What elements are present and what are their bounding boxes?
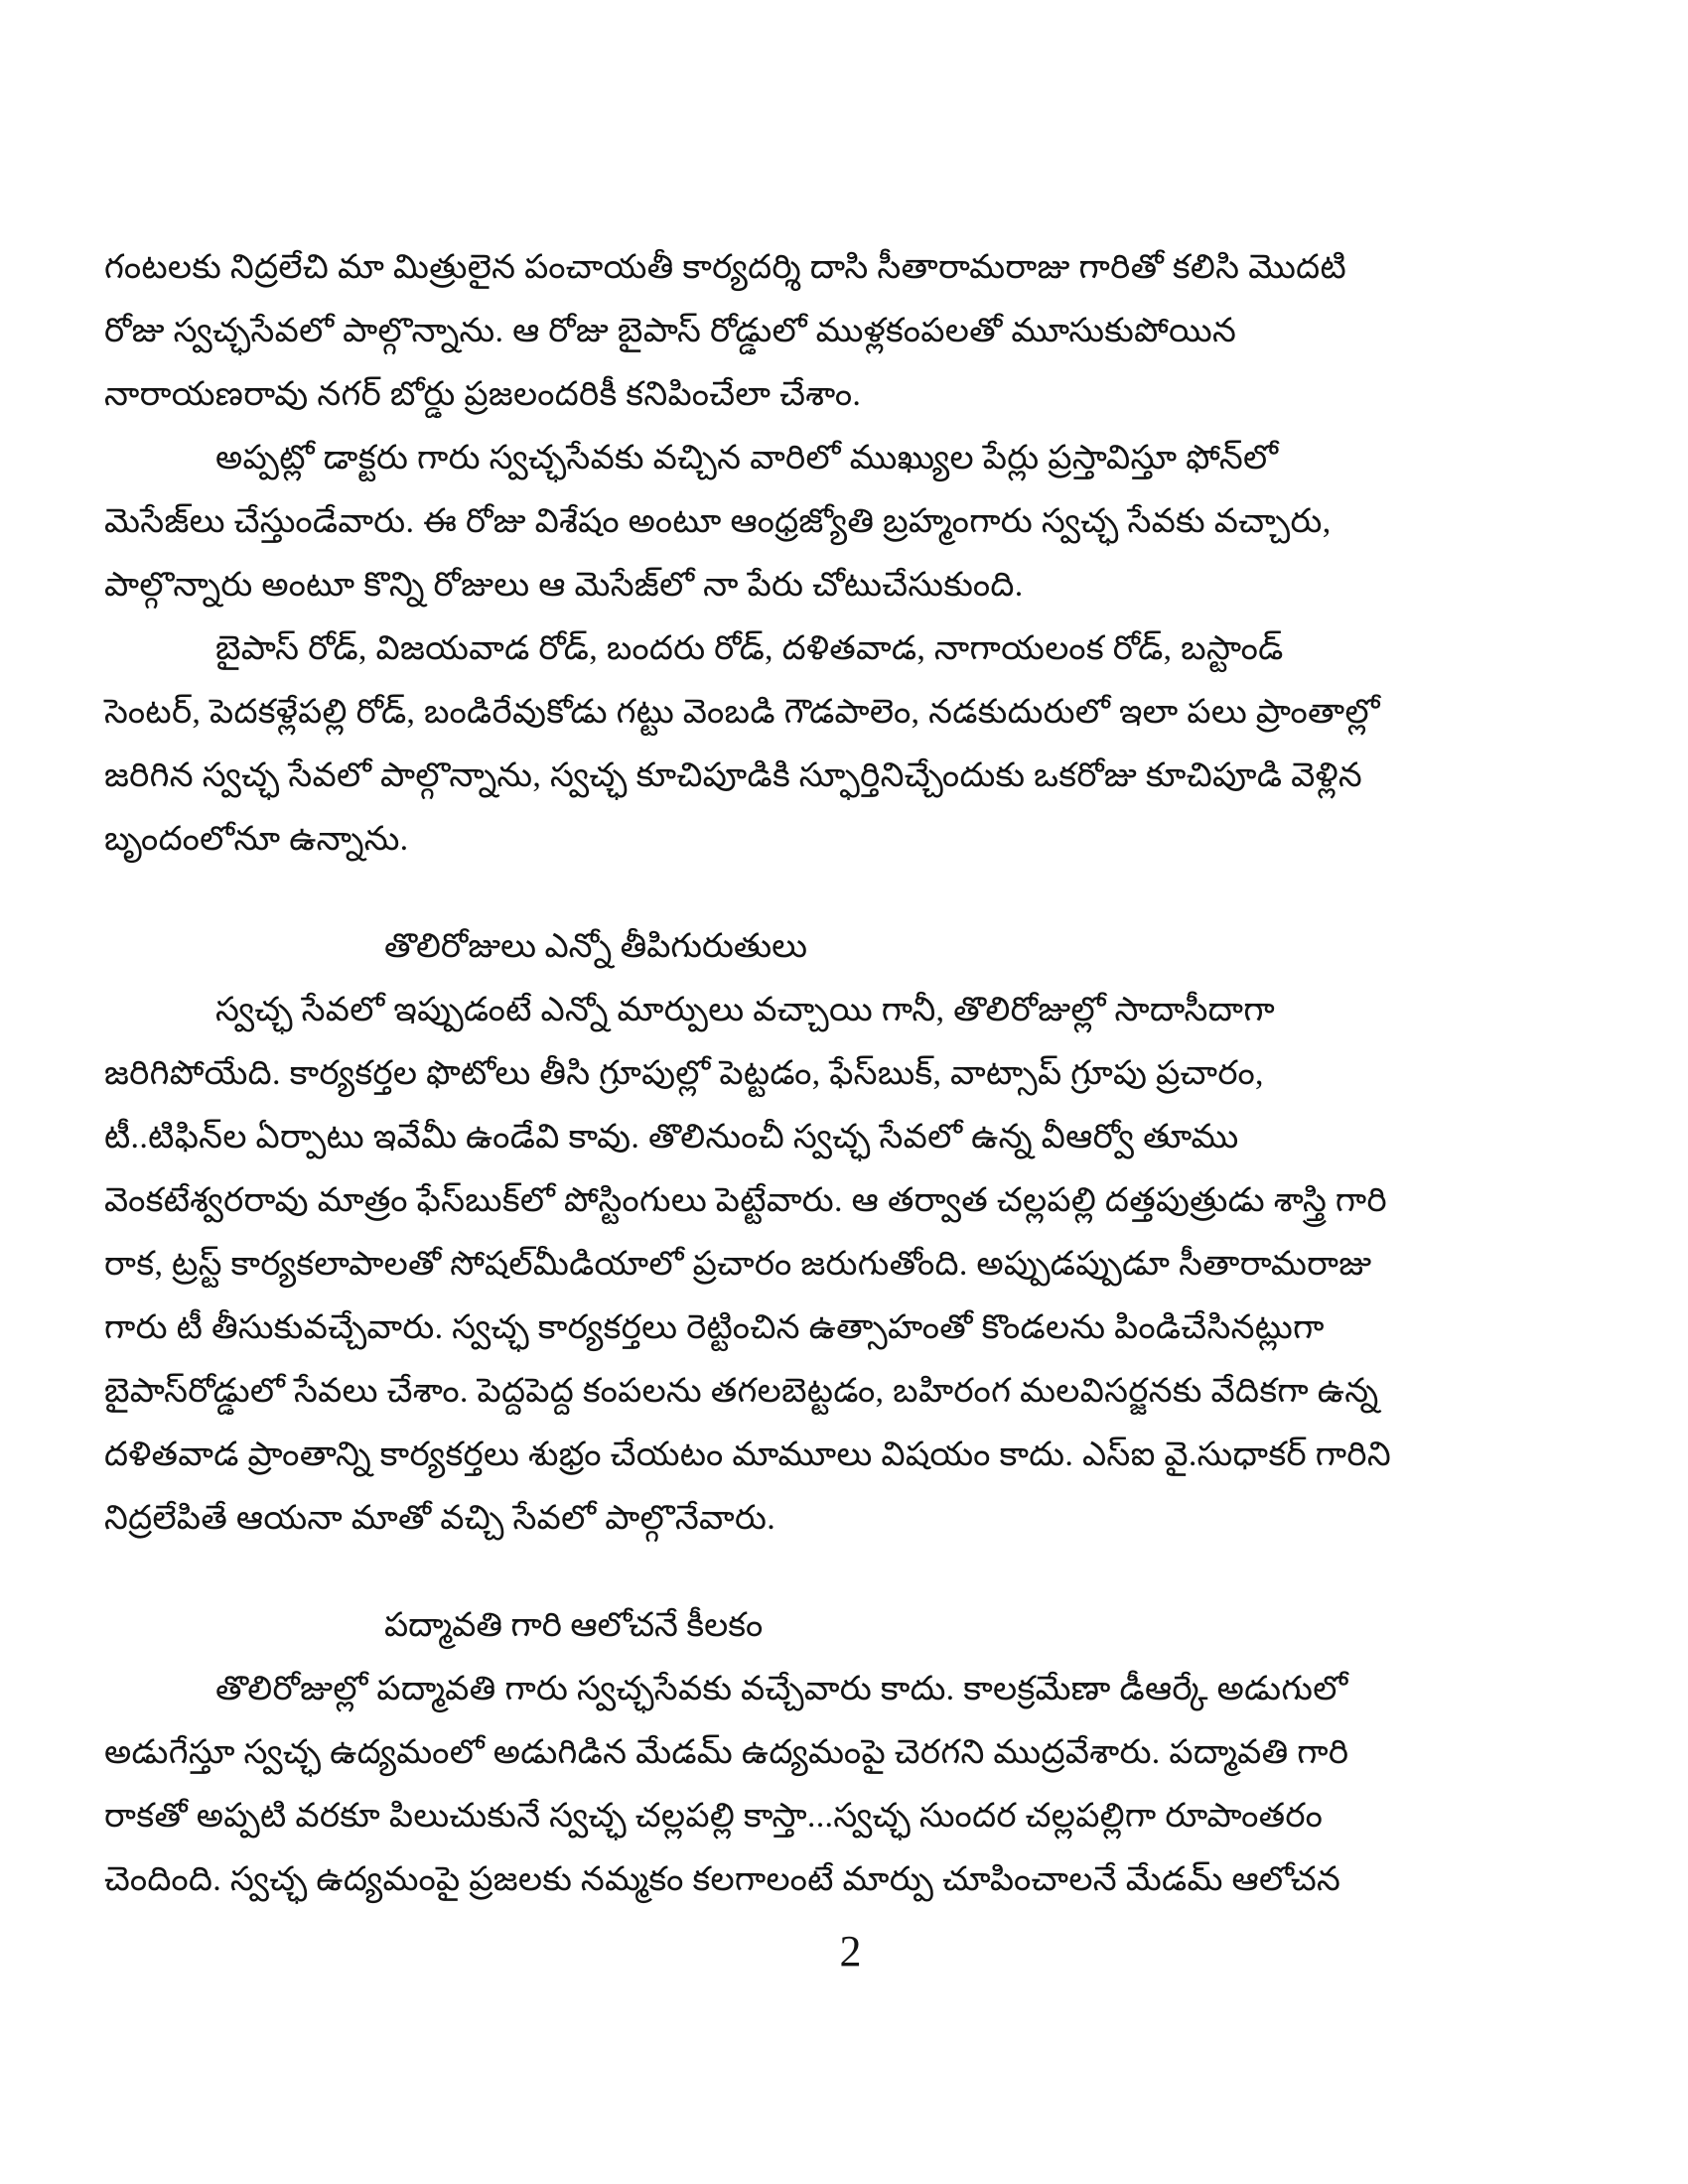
text-line: దళితవాడ ప్రాంతాన్ని కార్యకర్తలు శుభ్రం చేయటం మామూలు విషయం కాదు. ఎస్ఐ వై.సుధాకర్ గారిని <box>104 1436 1392 1473</box>
text-line: టీ..టిఫిన్‌ల ఏర్పాటు ఇవేమీ ఉండేవి కావు. తొలినుంచీ స్వచ్ఛ సేవలో ఉన్న వీఆర్వో తూము <box>104 1119 1239 1156</box>
text-line: గారు టీ తీసుకువచ్చేవారు. స్వచ్ఛ కార్యకర్తలు రెట్టించిన ఉత్సాహంతో కొండలను పిండిచేసినట్లుగా <box>104 1309 1325 1346</box>
paragraph-3 <box>104 617 1597 872</box>
section-heading-first-days: తొలిరోజులు ఎన్నో తీపిగురుతులు <box>384 928 807 965</box>
text-line: రోజు స్వచ్ఛసేవలో పాల్గొన్నాను. ఆ రోజు బైపాస్ రోడ్డులో ముళ్లకంపలతో మూసుకుపోయిన <box>104 313 1237 349</box>
text-line: బృందంలోనూ ఉన్నాను. <box>104 821 409 858</box>
paragraph-5 <box>104 1658 1597 1912</box>
text-line: బైపాస్ రోడ్, విజయవాడ రోడ్, బందరు రోడ్, దళితవాడ, నాగాయలంక రోడ్, బస్టాండ్ <box>215 630 1284 667</box>
page-content <box>104 236 1597 1978</box>
section-heading-padmavati: పద్మావతి గారి ఆలోచనే కీలకం <box>384 1607 764 1644</box>
page-number: 2 <box>839 1927 862 1976</box>
text-line: అడుగేస్తూ స్వచ్ఛ ఉద్యమంలో అడుగిడిన మేడమ్ ఉద్యమంపై చెరగని ముద్రవేశారు. పద్మావతి గారి <box>104 1734 1349 1771</box>
text-line: నారాయణరావు నగర్ బోర్డు ప్రజలందరికీ కనిపించేలా చేశాం. <box>104 376 862 413</box>
paragraph-1 <box>104 236 1597 427</box>
text-line: పాల్గొన్నారు అంటూ కొన్ని రోజులు ఆ మెసేజ్‌లో నా పేరు చోటుచేసుకుంది. <box>104 567 1024 604</box>
text-line: తొలిరోజుల్లో పద్మావతి గారు స్వచ్ఛసేవకు వచ్చేవారు కాదు. కాలక్రమేణా డీఆర్కే అడుగులో <box>215 1671 1348 1707</box>
paragraph-2 <box>104 427 1597 617</box>
text-line: జరిగిన స్వచ్ఛ సేవలో పాల్గొన్నాను, స్వచ్ఛ కూచిపూడికి స్ఫూర్తినిచ్చేందుకు ఒకరోజు కూచిపూడి వెళ్లిన <box>104 757 1362 794</box>
text-line: జరిగిపోయేది. కార్యకర్తల ఫొటోలు తీసి గ్రూపుల్లో పెట్టడం, ఫేస్‌బుక్, వాట్సాప్ గ్రూపు ప్రచారం, <box>104 1055 1264 1092</box>
text-line: చెందింది. స్వచ్ఛ ఉద్యమంపై ప్రజలకు నమ్మకం కలగాలంటే మార్పు చూపించాలనే మేడమ్ ఆలోచన <box>104 1861 1341 1898</box>
text-line: సెంటర్, పెదకళ్లేపల్లి రోడ్, బండిరేవుకోడు గట్టు వెంబడి గౌడపాలెం, నడకుదురులో ఇలా పలు ప్రాంతాల్లో <box>104 694 1380 731</box>
text-line: వెంకటేశ్వరరావు మాత్రం ఫేస్‌బుక్‌లో పోస్టింగులు పెట్టేవారు. ఆ తర్వాత చల్లపల్లి దత్తపుత్రుడు శాస్త్రి గారి <box>104 1182 1388 1219</box>
text-line: స్వచ్ఛ సేవలో ఇప్పుడంటే ఎన్నో మార్పులు వచ్చాయి గానీ, తొలిరోజుల్లో సాదాసీదాగా <box>215 992 1275 1028</box>
text-line: నిద్రలేపితే ఆయనా మాతో వచ్చి సేవలో పాల్గొనేవారు. <box>104 1500 776 1537</box>
text-line: గంటలకు నిద్రలేచి మా మిత్రులైన పంచాయతీ కార్యదర్శి దాసి సీతారామరాజు గారితో కలిసి మొదటి <box>104 249 1347 286</box>
text-line: రాకతో అప్పటి వరకూ పిలుచుకునే స్వచ్ఛ చల్లపల్లి కాస్తా...స్వచ్ఛ సుందర చల్లపల్లిగా రూపాంతరం <box>104 1798 1324 1835</box>
text-line: మెసేజ్‌లు చేస్తుండేవారు. ఈ రోజు విశేషం అంటూ ఆంధ్రజ్యోతి బ్రహ్మంగారు స్వచ్ఛ సేవకు వచ్చారు, <box>104 503 1332 540</box>
text-line: అప్పట్లో డాక్టరు గారు స్వచ్ఛసేవకు వచ్చిన వారిలో ముఖ్యుల పేర్లు ప్రస్తావిస్తూ ఫోన్‌లో <box>215 440 1279 477</box>
text-line: బైపాస్‌రోడ్డులో సేవలు చేశాం. పెద్దపెద్ద కంపలను తగలబెట్టడం, బహిరంగ మలవిసర్జనకు వేదికగా ఉన్న <box>104 1373 1379 1410</box>
text-line: రాక, ట్రస్ట్ కార్యకలాపాలతో సోషల్‌మీడియాలో ప్రచారం జరుగుతోంది. అప్పుడప్పుడూ సీతారామరాజు <box>104 1246 1372 1283</box>
paragraph-4 <box>104 979 1597 1551</box>
